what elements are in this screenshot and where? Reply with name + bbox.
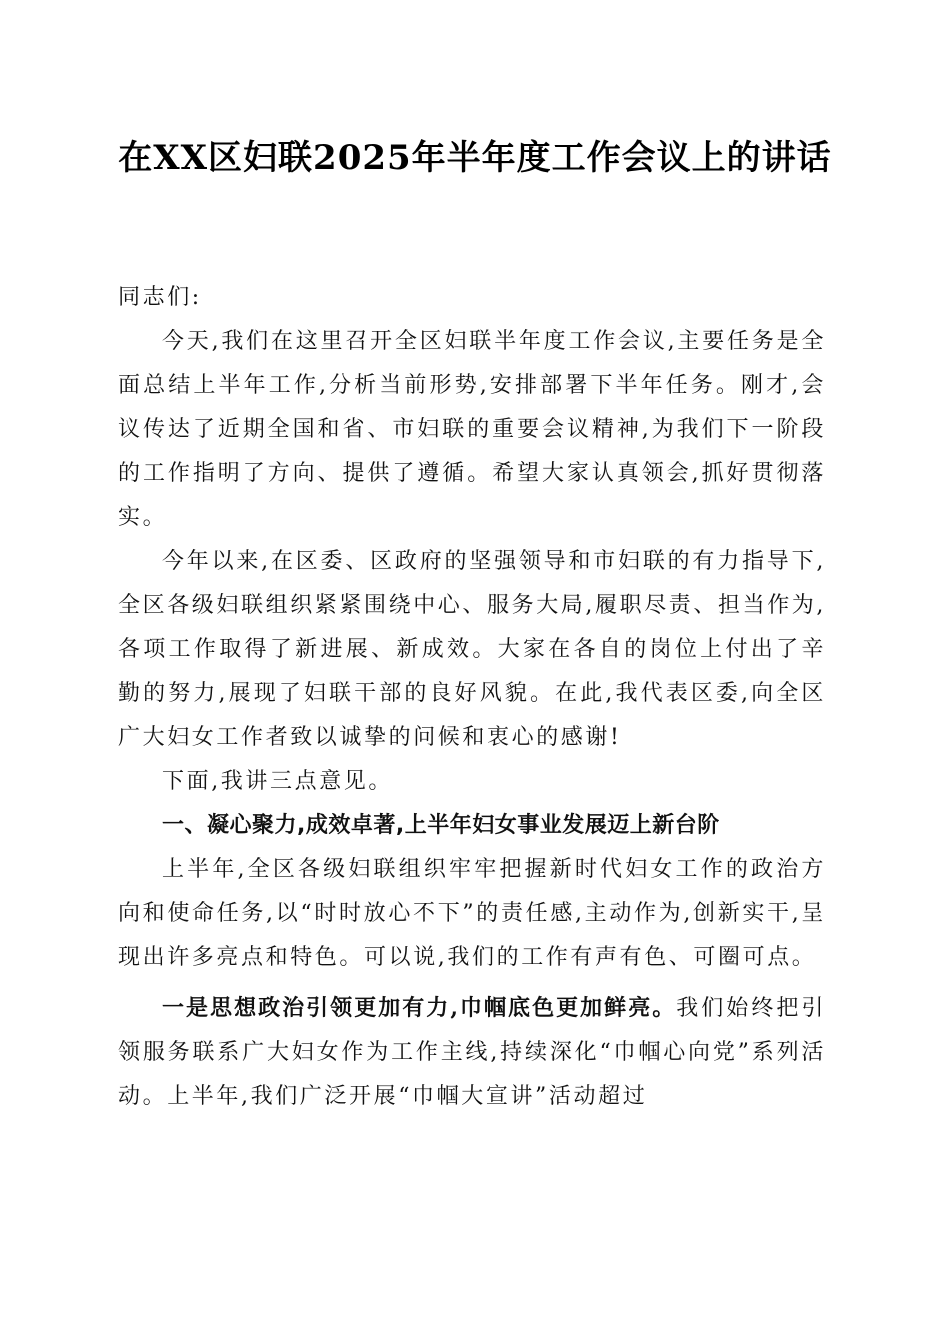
paragraph-achievements: 今年以来,在区委、区政府的坚强领导和市妇联的有力指导下,全区各级妇联组织紧紧围绕中心、服务大局,履职尽责、担当作为,各项工作取得了新进展、新成效。大家在各自的岗位上付出了辛勤的努力,展现了妇联干部的良好风貌。在此,我代表区委,向全区广大妇女工作者致以诚挚的问候和衷心的感谢! (118, 549, 826, 750)
document-body (118, 276, 826, 1119)
salutation: 同志们: (118, 285, 202, 310)
point-text: 我们始终把引领服务联系广大妇女作为工作主线,持续深化“巾帼心向党”系列活动。上半年,我们广泛开展“巾帼大宣讲”活动超过 (118, 996, 826, 1109)
point-lead: 一是思想政治引领更加有力,巾帼底色更加鲜亮。 (162, 995, 677, 1021)
paragraph-opening: 今天,我们在这里召开全区妇联半年度工作会议,主要任务是全面总结上半年工作,分析当前形势,安排部署下半年任务。刚才,会议传达了近期全国和省、市妇联的重要会议精神,为我们下一阶段的工作指明了方向、提供了遵循。希望大家认真领会,抓好贯彻落实。 (118, 329, 826, 530)
point-paragraph (118, 986, 826, 1119)
section-heading: 一、凝心聚力,成效卓著,上半年妇女事业发展迈上新台阶 (162, 813, 720, 838)
document-title: 在XX区妇联2025年半年度工作会议上的讲话 (118, 138, 832, 178)
section-paragraph: 上半年,全区各级妇联组织牢牢把握新时代妇女工作的政治方向和使命任务,以“时时放心不下”的责任感,主动作为,创新实干,呈现出许多亮点和特色。可以说,我们的工作有声有色、可圈可点。 (118, 857, 826, 970)
paragraph-outline: 下面,我讲三点意见。 (162, 769, 393, 794)
